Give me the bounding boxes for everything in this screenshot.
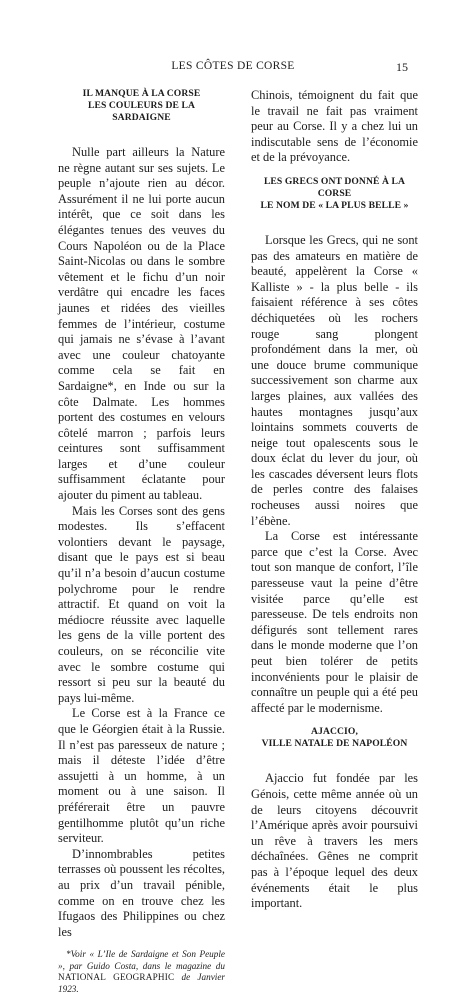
section-heading-ajaccio xyxy=(251,726,418,750)
footnote xyxy=(58,949,225,995)
section-heading-grecs xyxy=(251,176,418,212)
footnote-text: *Voir « L’Ile de Sardaigne et Son Peuple », par Guido Costa, dans le magazine du xyxy=(58,949,225,971)
paragraph: Lorsque les Grecs, qui ne sont pas des amateurs en matière de beauté, appelèrent la Corse « Kalliste » - la plus belle - ils faisaient référence à ses côtes déchiquetées où les rochers rouge sang plongent profondément dans la mer, où une douce brume communique successivement son charme aux larges plaines, aux vallées des hautes montagnes jusqu’aux lointains sommets couverts de neige tout opalescents sous le doux éclat du lever du jour, où les cascades déversent leurs flots de perles contre des falaises rocheuses aussi noires que l’ébène. xyxy=(251,232,418,528)
heading-line: LE NOM DE « LA PLUS BELLE » xyxy=(260,199,409,211)
paragraph: La Corse est intéressante parce que c’est la Corse. Avec tout son manque de confort, l’île paresseuse vaut la peine d’être visitée parce qu’elle est paresseuse. De tels endroits non défigurés sont tellement rares dans le monde moderne que l’on peut bien tolérer de petits inconvénients pour le plaisir de connaître un peuple qui a été peu affecté par le modernisme. xyxy=(251,529,418,715)
heading-line: VILLE NATALE DE NAPOLÉON xyxy=(261,738,408,750)
section-heading-sardaigne xyxy=(58,88,225,124)
running-title: LES CÔTES DE CORSE xyxy=(171,60,295,72)
paragraph: D’innombrables petites terrasses où poussent les récoltes, au prix d’un travail pénible, comme on en trouve chez les Ifugaos des Philippines ou chez les xyxy=(58,846,225,939)
heading-line: IL MANQUE À LA CORSE xyxy=(82,88,201,99)
running-header xyxy=(0,60,466,76)
page-number: 15 xyxy=(396,60,408,74)
left-column xyxy=(58,88,225,995)
heading-line: AJACCIO, xyxy=(311,726,358,738)
paragraph: Mais les Corses sont des gens modestes. Ils s’effacent volontiers devant le paysage, disant que le pays est si beau qu’il n’a besoin d’aucun costume polychrome pour le rendre attractif. Et quand on voit la médiocre réussite avec laquelle les gens de la ville portent des couleurs, on se réconcilie vite avec le sombre costume qui ressort si peu sur la beauté du pays lui-même. xyxy=(58,503,225,705)
paragraph-continued: Chinois, témoignent du fait que le travail ne fait pas vraiment peur au Corse. Il y a chez lui un indiscutable sens de l’économie et de la prévoyance. xyxy=(251,88,418,165)
footnote-date: de Janvier 1923. xyxy=(58,972,225,994)
paragraph: Le Corse est à la France ce que le Géorgien était à la Russie. Il n’est pas paresseux de nature ; mais il déteste l’idée d’être assujetti à un homme, à un moment ou à une saison. Il préférerait être un pauvre gentilhomme plutôt qu’un riche serviteur. xyxy=(58,706,225,846)
heading-line: LES GRECS ONT DONNÉ À LA CORSE xyxy=(263,175,406,199)
paragraph: Ajaccio fut fondée par les Génois, cette même année où un de leurs citoyens découvrit l’Amérique après avoir poursuivi un rêve à travers les mers déchaînées. Gênes ne comprit pas à l’époque lequel des deux événements était le plus important. xyxy=(251,771,418,911)
heading-line: LES COULEURS DE LA SARDAIGNE xyxy=(87,100,196,123)
footnote-magazine: NATIONAL GEOGRAPHIC xyxy=(58,972,175,983)
right-column xyxy=(251,88,418,912)
paragraph: Nulle part ailleurs la Nature ne règne autant sur ses sujets. Le peuple n’ajoute rien au décor. Assurément il ne lui porte aucun intérêt, que ce soit dans les élégantes tenues des veuves du Cours Napoléon ou de la Place Saint-Nicolas ou dans le sombre vêtement et le fichu d’un noir verdâtre qui encadre les faces jaunes et ridées des vieilles femmes de l’intérieur, costume qui jamais ne s’évase à l’avant avec une couleur chatoyante comme cela se fait en Sardaigne*, en Inde ou sur la côte Dalmate. Les hommes portent des costumes en velours côtelé marron ; parfois leurs ceintures sont suffisamment larges et d’une couleur suffisamment éclatante pour ajouter du piment au tableau. xyxy=(58,145,225,503)
